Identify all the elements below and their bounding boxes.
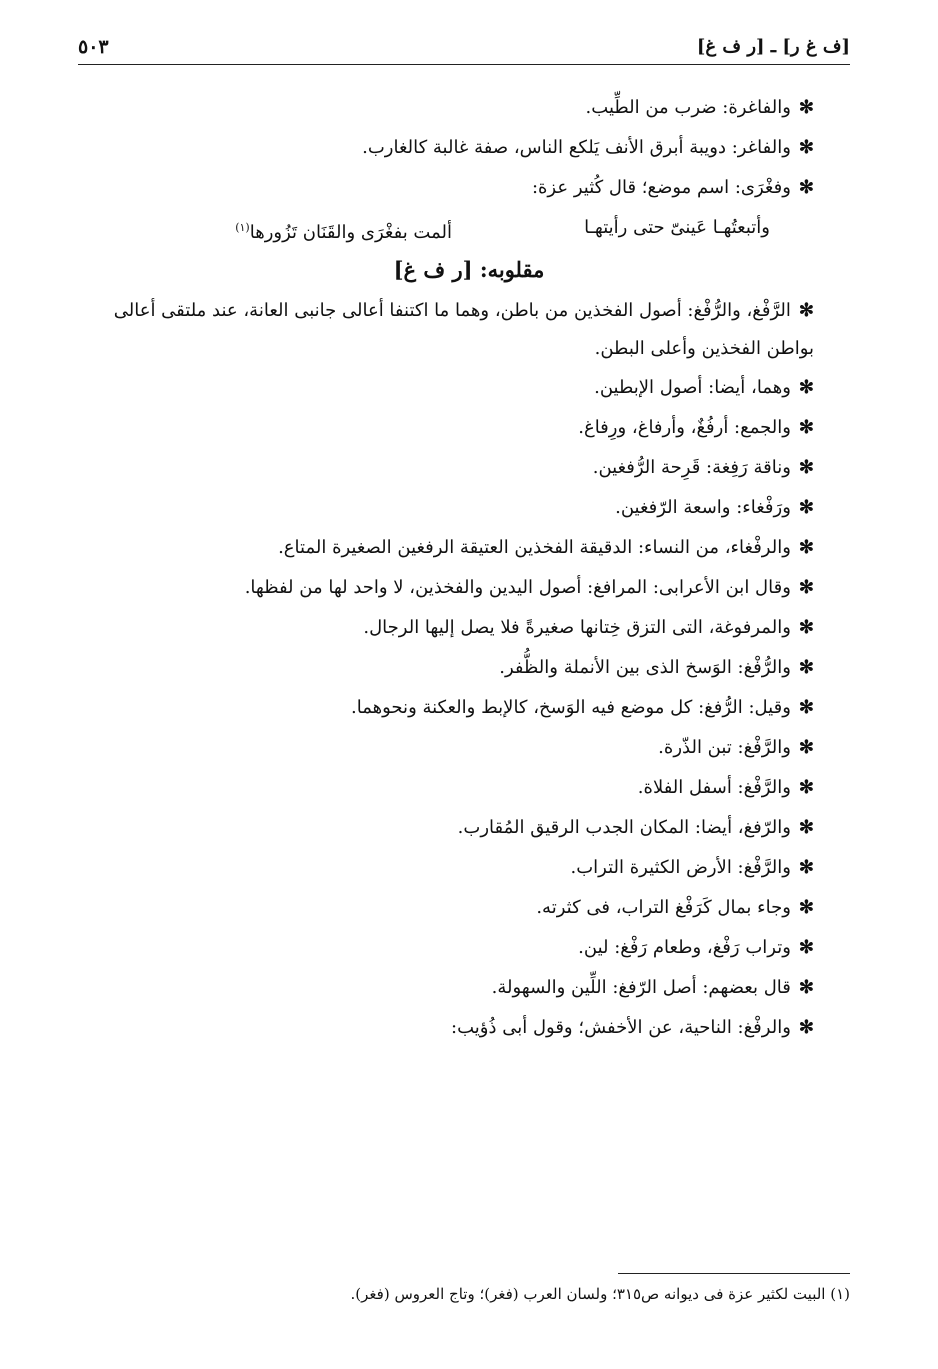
- running-head: [ف غ ر] ـ [ر ف غ]: [696, 36, 850, 57]
- star-icon: ✻: [798, 617, 814, 638]
- footnote-separator: [618, 1273, 850, 1274]
- entry-text: وفغْرَى: اسم موضع؛ قال كُثير عزة:: [531, 177, 791, 198]
- entry: [88, 608, 850, 648]
- entry-text: والفاغر: دويبة أبرق الأنف يَلكع الناس، صفة غالبة كالغارب.: [362, 137, 791, 158]
- entry-text: قال بعضهم: أصل الرّفغ: اللِّين والسهولة.: [491, 977, 791, 998]
- entry-text: الرَّفْغ، والرُّفْغ: أصول الفخذين من باطن، وهما ما اكتنفا أعالى جانبى العانة، عند ملتقى أعالى بواطن الفخذين وأعلى البطن.: [113, 300, 814, 359]
- entry: [88, 848, 850, 888]
- entry-text: وقيل: الرُّفغ: كل موضع فيه الوَسخ، كالإبط والعكنة ونحوهما.: [351, 697, 791, 718]
- page-header: [78, 30, 850, 65]
- star-icon: ✻: [798, 577, 814, 598]
- star-icon: ✻: [798, 1017, 814, 1038]
- star-icon: ✻: [798, 497, 814, 518]
- poetry-verse: [88, 208, 850, 248]
- star-icon: ✻: [798, 857, 814, 878]
- entry-text: والرّفغ، أيضا: المكان الجدب الرقيق المُقارب.: [457, 817, 791, 838]
- entry-long: [88, 292, 850, 368]
- entry-text: والفاغرة: ضرب من الطِّيب.: [585, 97, 791, 118]
- star-icon: ✻: [798, 897, 814, 918]
- entry: [88, 688, 850, 728]
- entry-text: ورَفْغاء: واسعة الرّفغين.: [615, 497, 791, 518]
- star-icon: ✻: [798, 937, 814, 958]
- entry-text: والمرفوغة، التى التزق خِتانها صغيرةً فلا يصل إليها الرجال.: [363, 617, 791, 638]
- entry: [88, 928, 850, 968]
- entry: [88, 968, 850, 1008]
- section-title: مقلوبه: [ر ف غ]: [393, 257, 545, 282]
- entry: [88, 168, 850, 208]
- star-icon: ✻: [798, 97, 814, 118]
- verse-first-hemistich: وأتبعتُهـا عَينىّ حتى رأيتهـا: [584, 217, 770, 238]
- star-icon: ✻: [798, 697, 814, 718]
- entry-text: والرَّفْغ: الأرض الكثيرة التراب.: [570, 857, 791, 878]
- entry-text: وناقة رَفِغة: قَرِحة الرُّفغين.: [592, 457, 791, 478]
- entry-text: والرفْغ: الناحية، عن الأخفش؛ وقول أبى ذُؤيب:: [451, 1017, 791, 1038]
- entry-text: وجاء بمال كَرَفْغ التراب، فى كثرته.: [536, 897, 791, 918]
- entry: [88, 128, 850, 168]
- entry: [88, 528, 850, 568]
- entry-text: وتراب رَفْغ، وطعام رَفْغ: لين.: [578, 937, 791, 958]
- entry: [88, 568, 850, 608]
- star-icon: ✻: [798, 417, 814, 438]
- entry: [88, 488, 850, 528]
- verse-second-text: ألمت بفغْرَى والقَنَان تَزُورها: [249, 222, 452, 243]
- body-text: [88, 88, 850, 1048]
- entry: [88, 408, 850, 448]
- star-icon: ✻: [798, 657, 814, 678]
- star-icon: ✻: [798, 817, 814, 838]
- footnote: (١) البيت لكثير عزة فى ديوانه ص٣١٥؛ ولسان العرب (فغر)؛ وتاج العروس (فغر).: [350, 1285, 850, 1303]
- star-icon: ✻: [798, 977, 814, 998]
- page-number: ٥٠٣: [78, 36, 109, 58]
- entry: [88, 1008, 850, 1048]
- star-icon: ✻: [798, 177, 814, 198]
- star-icon: ✻: [798, 137, 814, 158]
- entry: [88, 368, 850, 408]
- footnote-marker: (١): [235, 221, 250, 234]
- entry-text: والجمع: أرفُغٌ، وأرفاغ، ورِفاغ.: [578, 417, 791, 438]
- star-icon: ✻: [798, 457, 814, 478]
- entry: [88, 888, 850, 928]
- entry: [88, 648, 850, 688]
- entry-text: والرَّفْغ: تبن الذّرة.: [658, 737, 791, 758]
- entry-text: وهما، أيضا: أصول الإبطين.: [594, 377, 791, 398]
- verse-second-hemistich: [235, 208, 452, 253]
- entry: [88, 808, 850, 848]
- star-icon: ✻: [798, 377, 814, 398]
- entry: [88, 448, 850, 488]
- star-icon: ✻: [798, 777, 814, 798]
- entry-text: والرَّفْغ: أسفل الفلاة.: [637, 777, 791, 798]
- entry-text: والرفْغاء، من النساء: الدقيقة الفخذين العتيقة الرفغين الصغيرة المتاع.: [278, 537, 791, 558]
- entry: [88, 768, 850, 808]
- star-icon: ✻: [798, 737, 814, 758]
- entry-text: وقال ابن الأعرابى: المرافغ: أصول اليدين والفخذين، لا واحد لها من لفظها.: [244, 577, 791, 598]
- entry-text: والرُّفْغ: الوَسخ الذى بين الأنملة والظُّفر.: [499, 657, 791, 678]
- entry: [88, 728, 850, 768]
- star-icon: ✻: [798, 300, 814, 321]
- star-icon: ✻: [798, 537, 814, 558]
- entry: [88, 88, 850, 128]
